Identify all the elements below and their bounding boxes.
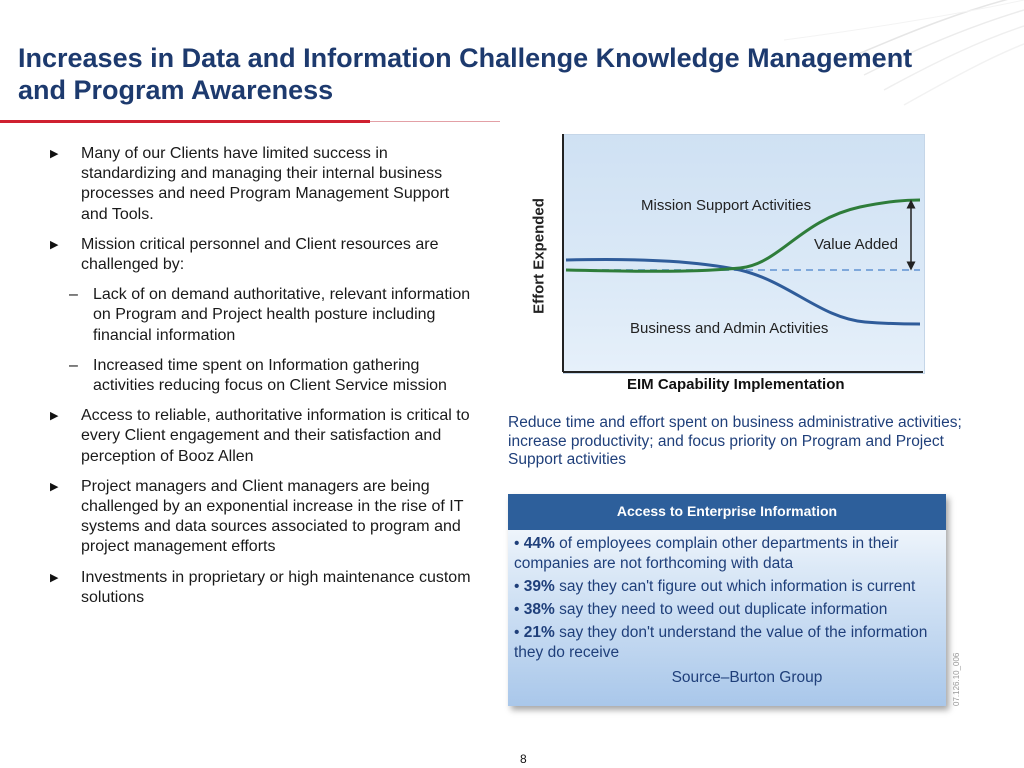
slide-title: Increases in Data and Information Challenge Knowledge Management and Program Awareness bbox=[18, 43, 913, 105]
triangle-bullet-icon: ▶ bbox=[50, 480, 59, 493]
statistic-item: • 21% say they don't understand the value of the information they do receive bbox=[514, 624, 928, 661]
triangle-bullet-icon: ▶ bbox=[50, 410, 59, 423]
y-axis-label: Effort Expended bbox=[530, 198, 548, 314]
bullet-list bbox=[48, 144, 476, 618]
mission-support-label: Mission Support Activities bbox=[641, 197, 812, 214]
triangle-bullet-icon: ▶ bbox=[50, 571, 59, 584]
source-citation: Source–Burton Group bbox=[671, 669, 823, 686]
page-number: 8 bbox=[520, 752, 527, 766]
statistic-item: • 44% of employees complain other departments in their companies are not forthcoming with data bbox=[514, 535, 899, 572]
diagram-caption: Reduce time and effort spent on business administrative activities; increase productivity; and focus priority on Program and Project Support activities bbox=[508, 414, 962, 468]
business-admin-label: Business and Admin Activities bbox=[630, 320, 829, 337]
bullet-text: Mission critical personnel and Client resources are challenged by: bbox=[81, 235, 439, 274]
bullet-item bbox=[48, 568, 476, 608]
statistic-text: say they can't figure out which information is current bbox=[559, 578, 916, 595]
sub-bullet-item bbox=[48, 285, 476, 346]
statistic-text: say they don't understand the value of the information they do receive bbox=[514, 624, 928, 661]
statistic-percent: 21% bbox=[523, 624, 555, 641]
bullet-text: Access to reliable, authoritative information is critical to every Client engagement and their satisfaction and perception of Booz Allen bbox=[81, 407, 470, 465]
title-underline-fade bbox=[370, 121, 500, 122]
bullet-item bbox=[48, 406, 476, 467]
bullet-item bbox=[48, 477, 476, 558]
value-added-label: Value Added bbox=[814, 236, 898, 253]
statistic-percent: 44% bbox=[523, 535, 555, 552]
x-axis-label: EIM Capability Implementation bbox=[627, 376, 845, 393]
triangle-bullet-icon: ▶ bbox=[50, 148, 59, 160]
statistic-text: say they need to weed out duplicate information bbox=[559, 601, 888, 618]
statistic-text: of employees complain other departments in their companies are not forthcoming with data bbox=[514, 535, 899, 572]
statistics-list bbox=[508, 530, 946, 663]
job-code: 07.126.10_006 bbox=[952, 652, 961, 706]
dash-bullet-icon: – bbox=[69, 286, 78, 304]
sub-bullet-item bbox=[48, 356, 476, 396]
bullet-text: Increased time spent on Information gathering activities reducing focus on Client Service mission bbox=[93, 356, 447, 395]
bullet-item bbox=[48, 235, 476, 275]
callout-header: Access to Enterprise Information bbox=[508, 494, 946, 530]
effort-diagram bbox=[520, 128, 940, 398]
triangle-bullet-icon: ▶ bbox=[50, 238, 59, 251]
statistic-item: • 39% say they can't figure out which information is current bbox=[514, 578, 916, 595]
bullet-text: Investments in proprietary or high maintenance custom solutions bbox=[81, 568, 471, 606]
bullet-text: Project managers and Client managers are being challenged by an exponential increase in the rise of IT systems and data sources associated to program and project management efforts bbox=[81, 477, 464, 556]
bullet-text: Lack of on demand authoritative, relevant information on Program and Project health posture including financial information bbox=[93, 286, 471, 344]
statistic-item: • 38% say they need to weed out duplicate information bbox=[514, 601, 888, 618]
title-underline bbox=[0, 120, 370, 123]
statistic-percent: 38% bbox=[523, 601, 555, 618]
bullet-text: Many of our Clients have limited success in standardizing and managing their internal business processes and need Program Management Support and Tools. bbox=[81, 145, 450, 223]
bullet-item bbox=[48, 144, 476, 225]
statistic-percent: 39% bbox=[523, 578, 555, 595]
dash-bullet-icon: – bbox=[69, 356, 78, 374]
enterprise-info-callout bbox=[508, 494, 946, 706]
